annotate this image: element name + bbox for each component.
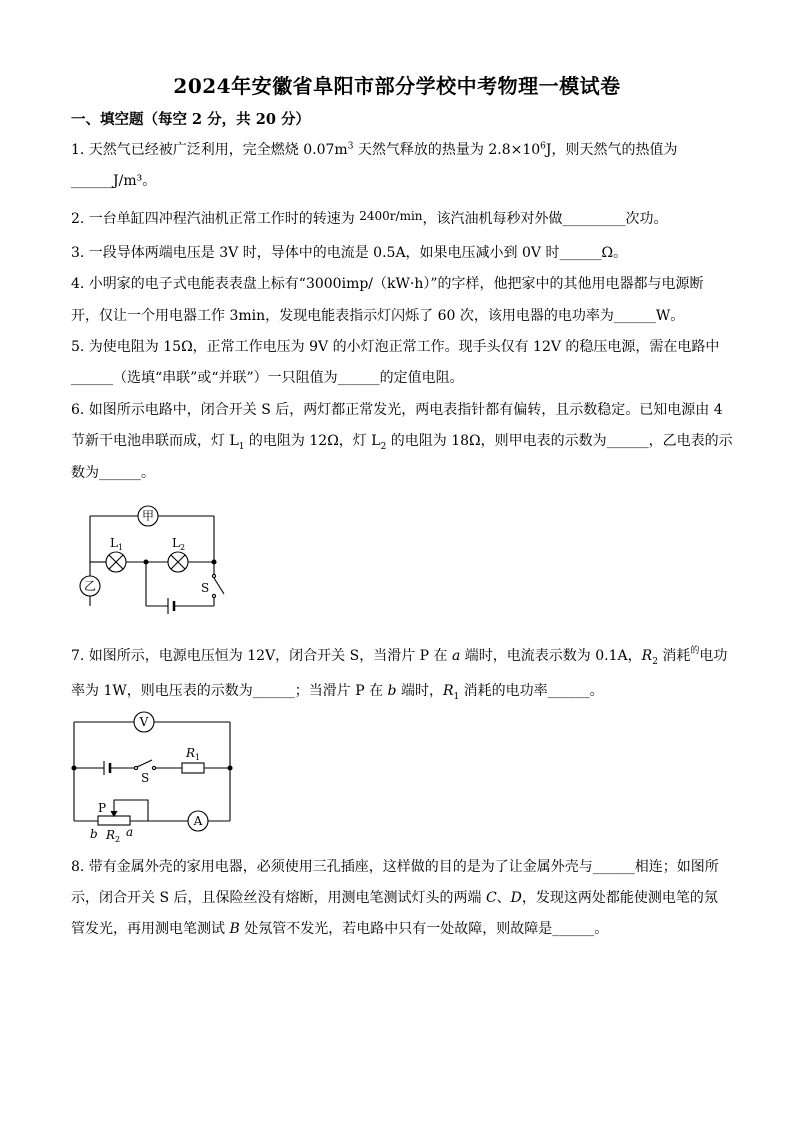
question-5-line-1: 5. 为使电阻为 15Ω，正常工作电压为 9V 的小灯泡正常工作。现手头仅有 12V 的稳压电源，需在电路中 [71,339,720,355]
voltmeter-label: V [139,715,149,729]
question-6-line-2: 节新干电池串联而成，灯 $L_1$ 的电阻为 12Ω，灯 $L_2$ 的电阻为 18Ω，则甲电表的示数为______，乙电表的示 [71,433,733,452]
lamp-l2-label: $L_2$ [172,536,186,552]
meter-yi-label: 乙 [83,579,97,593]
slider-wire [114,800,148,821]
switch-s-label: S [141,771,150,785]
question-8-line-1: 8. 带有金属外壳的家用电器，必须使用三孔插座，这样做的目的是为了让金属外壳与______相连；如图所 [71,859,719,875]
rheostat-r2-icon [98,816,130,825]
question-7-line-1: 7. 如图所示，电源电压恒为 12V，闭合开关 S，当滑片 P 在 a 端时，电流表示数为 0.1A，$R_2$ 消耗$^的$电功 [71,646,728,667]
slider-p-label: P [98,801,107,815]
slider-arrow-icon [111,811,117,816]
switch-s-icon [137,760,152,767]
question-1-line-2: ______J/m³。 [71,173,157,189]
circuit-diagram-q7 [68,710,243,845]
end-b-label: b [90,827,98,841]
meter-jia-label: 甲 [141,509,155,523]
circuit-diagram-q6 [72,500,232,620]
rheostat-r2-label: $R_2$ [106,828,121,844]
question-8-line-3: 管发光，再用测电笔测试 B 处氖管不发光，若电路中只有一处故障，则故障是______。 [71,921,609,937]
lamp-l1-label: $L_1$ [110,536,124,552]
switch-s-label: S [201,581,210,595]
question-4-line-2: 开，仅让一个用电器工作 3min，发现电能表指示灯闪烁了 60 次，该用电器的电功率为______W。 [71,308,685,324]
question-2: 2. 一台单缸四冲程汽油机正常工作时的转速为 2400r/min，该汽油机每秒对外做_________次功。 [71,209,668,227]
question-3: 3. 一段导体两端电压是 3V 时，导体中的电流是 0.5A，如果电压减小到 0V 时______Ω。 [71,245,628,261]
question-5-line-2: ______（选填“串联”或“并联”）一只阻值为______的定值电阻。 [71,370,464,386]
question-7-line-2: 率为 1W，则电压表的示数为______；当滑片 P 在 b 端时，$R_1$ 消耗的电功率______。 [71,683,604,702]
resistor-r1-icon [182,763,204,773]
resistor-r1-label: $R_1$ [186,746,201,762]
question-6-line-1: 6. 如图所示电路中，闭合开关 S 后，两灯都正常发光，两电表指针都有偏转，且示数稳定。已知电源由 4 [71,402,723,418]
question-8-line-2: 示，闭合开关 S 后，且保险丝没有熔断，用测电笔测试灯头的两端 C、D，发现这两处都能使测电笔的氖 [71,890,718,906]
question-1-line-1: 1. 天然气已经被广泛利用，完全燃烧 $0.07m^3$ 天然气释放的热量为 $2.8\times 10^6J$，则天然气的热值为 [71,141,678,158]
question-4-line-1: 4. 小明家的电子式电能表表盘上标有“3000imp/（kW·h）”的字样，他把家中的其他用电器都与电源断 [71,276,704,292]
ammeter-label: A [193,814,203,828]
question-6-line-3: 数为______。 [71,465,155,481]
page-title: 2024年安徽省阜阳市部分学校中考物理一模试卷 [173,74,621,98]
section-heading: 一、填空题（每空 2 分，共 20 分） [71,111,310,128]
switch-s-icon [214,578,224,594]
end-a-label: a [126,825,134,839]
